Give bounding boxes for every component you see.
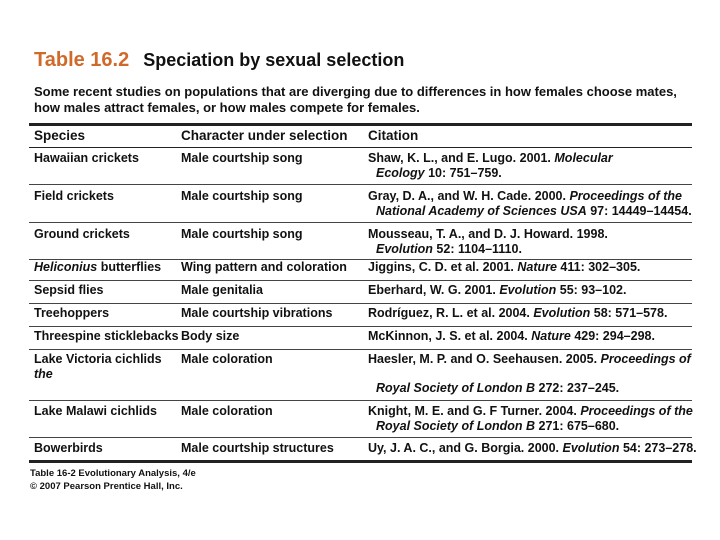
citation-cell: Rodríguez, R. L. et al. 2004. Evolution 58: 571–578. <box>368 306 668 320</box>
table-heading <box>34 49 404 72</box>
table-row <box>29 404 692 438</box>
character-cell: Male courtship song <box>181 189 303 203</box>
citation-cell: Jiggins, C. D. et al. 2001. Nature 411: 302–305. <box>368 260 641 274</box>
table-row <box>29 260 692 281</box>
header-character: Character under selection <box>181 128 348 143</box>
table-row <box>29 151 692 185</box>
citation-cell: Eberhard, W. G. 2001. Evolution 55: 93–102. <box>368 283 627 297</box>
table-row <box>29 441 697 463</box>
credit-line-1: Table 16-2 Evolutionary Analysis, 4/e <box>30 468 196 479</box>
citation-cell: Mousseau, T. A., and D. J. Howard. 1998. Evolution 52: 1104–1110. <box>368 227 608 256</box>
species-cell: Lake Malawi cichlids <box>34 404 157 418</box>
table-credit <box>30 467 196 493</box>
citation-cell: McKinnon, J. S. et al. 2004. Nature 429: 294–298. <box>368 329 655 343</box>
species-cell: Ground crickets <box>34 227 130 241</box>
header-species: Species <box>34 128 86 143</box>
citation-cell: Gray, D. A., and W. H. Cade. 2000. Proceedings of the National Academy of Sciences USA 97: 14449–14454. <box>368 189 692 218</box>
header-citation: Citation <box>368 128 419 143</box>
species-cell: Hawaiian crickets <box>34 151 139 165</box>
citation-cell: Knight, M. E. and G. F Turner. 2004. Proceedings of the Royal Society of London B 271: 675–680. <box>368 404 693 433</box>
species-cell: Lake Victoria cichlids the <box>34 352 162 381</box>
character-cell: Male genitalia <box>181 283 263 297</box>
character-cell: Male courtship song <box>181 151 303 165</box>
table-caption: Some recent studies on populations that are diverging due to differences in how females choose mates, how males attract females, or how males compete for females. <box>34 84 677 115</box>
character-cell: Male coloration <box>181 352 273 366</box>
character-cell: Wing pattern and coloration <box>181 260 347 274</box>
character-cell: Male coloration <box>181 404 273 418</box>
character-cell: Body size <box>181 329 240 343</box>
character-cell: Male courtship vibrations <box>181 306 333 320</box>
species-cell: Treehoppers <box>34 306 110 320</box>
table-title: Speciation by sexual selection <box>143 50 405 70</box>
table-row <box>29 283 692 304</box>
species-cell: Bowerbirds <box>34 441 103 455</box>
table-row <box>29 189 692 223</box>
table-row <box>29 352 692 401</box>
table-number: Table 16.2 <box>34 49 130 71</box>
character-cell: Male courtship song <box>181 227 303 241</box>
citation-cell: Haesler, M. P. and O. Seehausen. 2005. Proceedings of Royal Society of London B 272: 237–245. <box>368 352 691 395</box>
credit-line-2: © 2007 Pearson Prentice Hall, Inc. <box>30 481 183 492</box>
citation-cell: Uy, J. A. C., and G. Borgia. 2000. Evolution 54: 273–278. <box>368 441 697 455</box>
table-row <box>29 306 692 327</box>
table-row <box>29 227 692 260</box>
character-cell: Male courtship structures <box>181 441 334 455</box>
table-header <box>29 123 692 148</box>
species-cell: Sepsid flies <box>34 283 104 297</box>
citation-cell: Shaw, K. L., and E. Lugo. 2001. Molecular Ecology 10: 751–759. <box>368 151 613 180</box>
species-cell: Threespine sticklebacks <box>34 329 179 343</box>
species-cell: Heliconius butterflies <box>34 260 162 274</box>
table-row <box>29 329 692 350</box>
species-cell: Field crickets <box>34 189 114 203</box>
